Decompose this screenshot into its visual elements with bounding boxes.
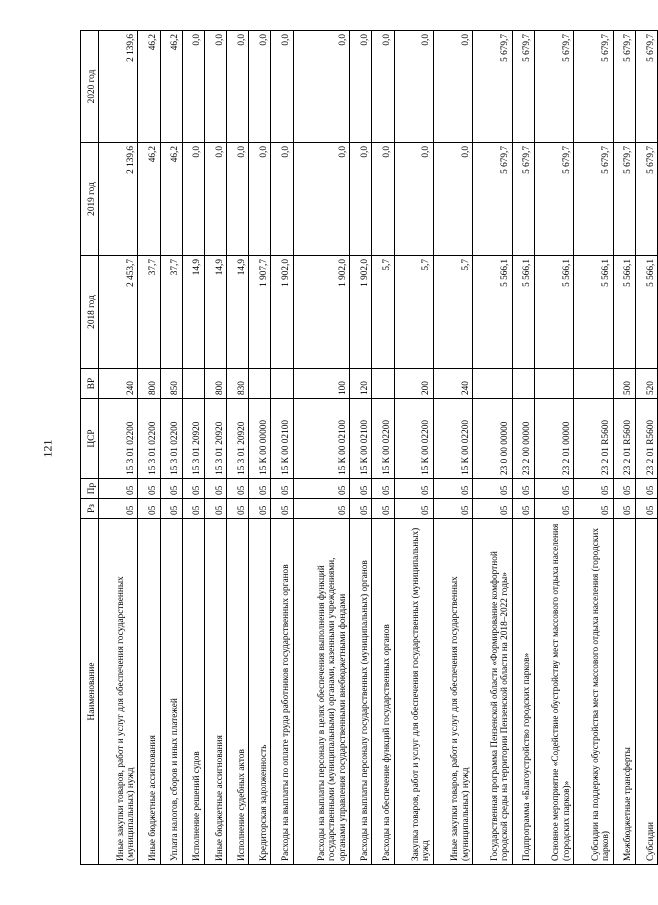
row-csr-cell: 23 2 00 00000 bbox=[512, 399, 534, 479]
row-2019-value: 0,0 bbox=[204, 143, 226, 256]
row-2020-value: 0,0 bbox=[394, 31, 433, 143]
row-2018-value: 5 566,1 bbox=[574, 256, 613, 369]
row-2019-value: 0,0 bbox=[182, 143, 204, 256]
row-2020-value: 0,0 bbox=[293, 31, 350, 143]
row-vr-cell bbox=[473, 369, 512, 399]
row-csr-cell: 15 3 01 02200 bbox=[160, 399, 182, 479]
row-2020-value: 0,0 bbox=[182, 31, 204, 143]
row-2020-value: 0,0 bbox=[350, 31, 372, 143]
row-name-cell: Кредиторская задолженность bbox=[249, 519, 271, 865]
row-2019-value: 0,0 bbox=[249, 143, 271, 256]
table-body bbox=[99, 31, 658, 865]
budget-table bbox=[80, 30, 658, 865]
row-name-cell: Основное мероприятие «Содействие обустройству мест массового отдыха населения (городских парков)» bbox=[534, 519, 573, 865]
row-2020-value: 5 679,7 bbox=[635, 31, 657, 143]
row-2018-value: 5 566,1 bbox=[534, 256, 573, 369]
row-vr-cell bbox=[372, 369, 394, 399]
row-2018-value: 5,7 bbox=[433, 256, 472, 369]
table-row bbox=[394, 31, 433, 865]
row-name-cell: Иные закупки товаров, работ и услуг для обеспечения государственных (муниципальных) нужд bbox=[433, 519, 472, 865]
row-2019-value: 0,0 bbox=[271, 143, 293, 256]
row-2018-value: 5,7 bbox=[372, 256, 394, 369]
header-csr: ЦСР bbox=[81, 399, 99, 479]
row-vr-cell bbox=[574, 369, 613, 399]
table-row bbox=[512, 31, 534, 865]
row-pr-cell: 05 bbox=[512, 479, 534, 499]
row-2018-value: 5,7 bbox=[394, 256, 433, 369]
row-rz-cell: 05 bbox=[227, 499, 249, 519]
row-rz-cell: 05 bbox=[271, 499, 293, 519]
row-vr-cell bbox=[249, 369, 271, 399]
table-row bbox=[249, 31, 271, 865]
row-vr-cell: 240 bbox=[433, 369, 472, 399]
row-csr-cell: 23 2 01 R5600 bbox=[574, 399, 613, 479]
row-2019-value: 0,0 bbox=[227, 143, 249, 256]
row-vr-cell: 100 bbox=[293, 369, 350, 399]
row-rz-cell: 05 bbox=[99, 499, 138, 519]
row-2018-value: 14,9 bbox=[182, 256, 204, 369]
rotated-table-container bbox=[80, 31, 658, 865]
table-row bbox=[182, 31, 204, 865]
row-rz-cell: 05 bbox=[433, 499, 472, 519]
row-rz-cell: 05 bbox=[204, 499, 226, 519]
row-vr-cell: 500 bbox=[613, 369, 635, 399]
row-pr-cell: 05 bbox=[574, 479, 613, 499]
row-vr-cell bbox=[534, 369, 573, 399]
table-row bbox=[613, 31, 635, 865]
row-2019-value: 46,2 bbox=[160, 143, 182, 256]
table-row bbox=[372, 31, 394, 865]
header-pr: Пр bbox=[81, 479, 99, 499]
row-pr-cell: 05 bbox=[227, 479, 249, 499]
row-rz-cell: 05 bbox=[613, 499, 635, 519]
table-row bbox=[160, 31, 182, 865]
row-vr-cell: 200 bbox=[394, 369, 433, 399]
row-name-cell: Субсидии на поддержку обустройства мест массового отдыха населения (городских парков) bbox=[574, 519, 613, 865]
table-row bbox=[227, 31, 249, 865]
table-row bbox=[271, 31, 293, 865]
table-row bbox=[473, 31, 512, 865]
row-csr-cell: 23 0 00 00000 bbox=[473, 399, 512, 479]
row-2020-value: 0,0 bbox=[227, 31, 249, 143]
table-row bbox=[293, 31, 350, 865]
row-pr-cell: 05 bbox=[182, 479, 204, 499]
row-vr-cell: 520 bbox=[635, 369, 657, 399]
row-vr-cell: 120 bbox=[350, 369, 372, 399]
table-header-row bbox=[81, 31, 99, 865]
row-vr-cell bbox=[271, 369, 293, 399]
row-rz-cell: 05 bbox=[372, 499, 394, 519]
header-vr: ВР bbox=[81, 369, 99, 399]
row-pr-cell: 05 bbox=[293, 479, 350, 499]
table-row bbox=[433, 31, 472, 865]
row-csr-cell: 15 К 00 02100 bbox=[271, 399, 293, 479]
table-row bbox=[534, 31, 573, 865]
row-2018-value: 5 566,1 bbox=[613, 256, 635, 369]
row-pr-cell: 05 bbox=[635, 479, 657, 499]
row-2019-value: 0,0 bbox=[372, 143, 394, 256]
row-rz-cell: 05 bbox=[138, 499, 160, 519]
row-pr-cell: 05 bbox=[433, 479, 472, 499]
row-csr-cell: 15 К 00 02100 bbox=[293, 399, 350, 479]
row-vr-cell bbox=[512, 369, 534, 399]
header-2018: 2018 год bbox=[81, 256, 99, 369]
row-vr-cell: 800 bbox=[138, 369, 160, 399]
row-2020-value: 46,2 bbox=[160, 31, 182, 143]
row-pr-cell: 05 bbox=[99, 479, 138, 499]
row-2018-value: 1 902,0 bbox=[271, 256, 293, 369]
table-row bbox=[574, 31, 613, 865]
row-csr-cell: 15 К 00 00000 bbox=[249, 399, 271, 479]
row-2018-value: 1 902,0 bbox=[293, 256, 350, 369]
row-pr-cell: 05 bbox=[613, 479, 635, 499]
row-2019-value: 2 139,6 bbox=[99, 143, 138, 256]
table-row bbox=[138, 31, 160, 865]
row-rz-cell: 05 bbox=[182, 499, 204, 519]
row-2019-value: 0,0 bbox=[433, 143, 472, 256]
row-rz-cell: 05 bbox=[293, 499, 350, 519]
table-row bbox=[99, 31, 138, 865]
row-name-cell: Расходы на выплаты по оплате труда работников государственных органов bbox=[271, 519, 293, 865]
row-2019-value: 0,0 bbox=[293, 143, 350, 256]
row-rz-cell: 05 bbox=[473, 499, 512, 519]
row-2020-value: 2 139,6 bbox=[99, 31, 138, 143]
row-csr-cell: 15 3 01 20920 bbox=[227, 399, 249, 479]
header-2020: 2020 год bbox=[81, 31, 99, 143]
header-2019: 2019 год bbox=[81, 143, 99, 256]
row-2020-value: 0,0 bbox=[372, 31, 394, 143]
table-row bbox=[350, 31, 372, 865]
row-2019-value: 5 679,7 bbox=[574, 143, 613, 256]
row-csr-cell: 23 2 01 R5600 bbox=[613, 399, 635, 479]
row-csr-cell: 15 К 00 02200 bbox=[394, 399, 433, 479]
row-2020-value: 46,2 bbox=[138, 31, 160, 143]
row-vr-cell: 850 bbox=[160, 369, 182, 399]
table-row bbox=[204, 31, 226, 865]
row-rz-cell: 05 bbox=[534, 499, 573, 519]
row-2018-value: 14,9 bbox=[204, 256, 226, 369]
row-2018-value: 5 566,1 bbox=[512, 256, 534, 369]
row-vr-cell bbox=[182, 369, 204, 399]
row-2020-value: 5 679,7 bbox=[512, 31, 534, 143]
row-2020-value: 0,0 bbox=[433, 31, 472, 143]
row-vr-cell: 830 bbox=[227, 369, 249, 399]
page-number: 121 bbox=[40, 439, 55, 458]
row-2019-value: 5 679,7 bbox=[534, 143, 573, 256]
row-vr-cell: 800 bbox=[204, 369, 226, 399]
row-csr-cell: 15 К 00 02100 bbox=[350, 399, 372, 479]
row-rz-cell: 05 bbox=[512, 499, 534, 519]
row-2018-value: 1 902,0 bbox=[350, 256, 372, 369]
row-csr-cell: 15 К 00 02200 bbox=[433, 399, 472, 479]
row-name-cell: Расходы на выплаты персоналу в целях обеспечения выполнения функций государственными (муниципальными) органами, казенными учреждениями, органами управления государственными внебюджетными фондами bbox=[293, 519, 350, 865]
row-pr-cell: 05 bbox=[372, 479, 394, 499]
row-2020-value: 5 679,7 bbox=[613, 31, 635, 143]
row-2020-value: 5 679,7 bbox=[534, 31, 573, 143]
row-rz-cell: 05 bbox=[394, 499, 433, 519]
row-name-cell: Иные бюджетные ассигнования bbox=[204, 519, 226, 865]
row-pr-cell: 05 bbox=[138, 479, 160, 499]
row-name-cell: Иные бюджетные ассигнования bbox=[138, 519, 160, 865]
row-2018-value: 37,7 bbox=[138, 256, 160, 369]
row-rz-cell: 05 bbox=[635, 499, 657, 519]
row-name-cell: Иные закупки товаров, работ и услуг для обеспечения государственных (муниципальных) нужд bbox=[99, 519, 138, 865]
row-2019-value: 46,2 bbox=[138, 143, 160, 256]
row-2020-value: 0,0 bbox=[204, 31, 226, 143]
row-2020-value: 0,0 bbox=[271, 31, 293, 143]
row-2018-value: 1 907,7 bbox=[249, 256, 271, 369]
row-pr-cell: 05 bbox=[473, 479, 512, 499]
row-name-cell: Расходы на выплаты персоналу государственных (муниципальных) органов bbox=[350, 519, 372, 865]
row-name-cell: Подпрограмма «Благоустройство городских парков» bbox=[512, 519, 534, 865]
row-name-cell: Закупка товаров, работ и услуг для обеспечения государственных (муниципальных) нужд bbox=[394, 519, 433, 865]
row-2020-value: 5 679,7 bbox=[473, 31, 512, 143]
row-rz-cell: 05 bbox=[574, 499, 613, 519]
row-name-cell: Субсидии bbox=[635, 519, 657, 865]
row-2020-value: 0,0 bbox=[249, 31, 271, 143]
row-2019-value: 0,0 bbox=[350, 143, 372, 256]
row-pr-cell: 05 bbox=[204, 479, 226, 499]
row-2018-value: 2 453,7 bbox=[99, 256, 138, 369]
row-csr-cell: 23 2 01 00000 bbox=[534, 399, 573, 479]
row-pr-cell: 05 bbox=[271, 479, 293, 499]
row-pr-cell: 05 bbox=[350, 479, 372, 499]
row-2018-value: 5 566,1 bbox=[635, 256, 657, 369]
row-2018-value: 37,7 bbox=[160, 256, 182, 369]
row-2018-value: 14,9 bbox=[227, 256, 249, 369]
row-2018-value: 5 566,1 bbox=[473, 256, 512, 369]
row-pr-cell: 05 bbox=[394, 479, 433, 499]
row-2019-value: 5 679,7 bbox=[613, 143, 635, 256]
row-csr-cell: 23 2 01 R5600 bbox=[635, 399, 657, 479]
row-name-cell: Межбюджетные трансферты bbox=[613, 519, 635, 865]
row-2019-value: 0,0 bbox=[394, 143, 433, 256]
table-row bbox=[635, 31, 657, 865]
row-rz-cell: 05 bbox=[350, 499, 372, 519]
row-rz-cell: 05 bbox=[160, 499, 182, 519]
row-2019-value: 5 679,7 bbox=[635, 143, 657, 256]
row-rz-cell: 05 bbox=[249, 499, 271, 519]
row-csr-cell: 15 К 00 02200 bbox=[372, 399, 394, 479]
row-vr-cell: 240 bbox=[99, 369, 138, 399]
row-name-cell: Уплата налогов, сборов и иных платежей bbox=[160, 519, 182, 865]
row-csr-cell: 15 3 01 02200 bbox=[138, 399, 160, 479]
row-name-cell: Расходы на обеспечение функций государственных органов bbox=[372, 519, 394, 865]
header-rz: Рз bbox=[81, 499, 99, 519]
row-2019-value: 5 679,7 bbox=[473, 143, 512, 256]
row-name-cell: Исполнение судебных актов bbox=[227, 519, 249, 865]
row-csr-cell: 15 3 01 02200 bbox=[99, 399, 138, 479]
row-name-cell: Исполнение решений судов bbox=[182, 519, 204, 865]
row-pr-cell: 05 bbox=[534, 479, 573, 499]
row-name-cell: Государственная программа Пензенской области «Формирование комфортной городской среды на территории Пензенской области на 2018–2022 годы» bbox=[473, 519, 512, 865]
row-csr-cell: 15 3 01 20920 bbox=[204, 399, 226, 479]
row-pr-cell: 05 bbox=[249, 479, 271, 499]
row-2020-value: 5 679,7 bbox=[574, 31, 613, 143]
row-csr-cell: 15 3 01 20920 bbox=[182, 399, 204, 479]
header-name: Наименование bbox=[81, 519, 99, 865]
row-pr-cell: 05 bbox=[160, 479, 182, 499]
row-2019-value: 5 679,7 bbox=[512, 143, 534, 256]
